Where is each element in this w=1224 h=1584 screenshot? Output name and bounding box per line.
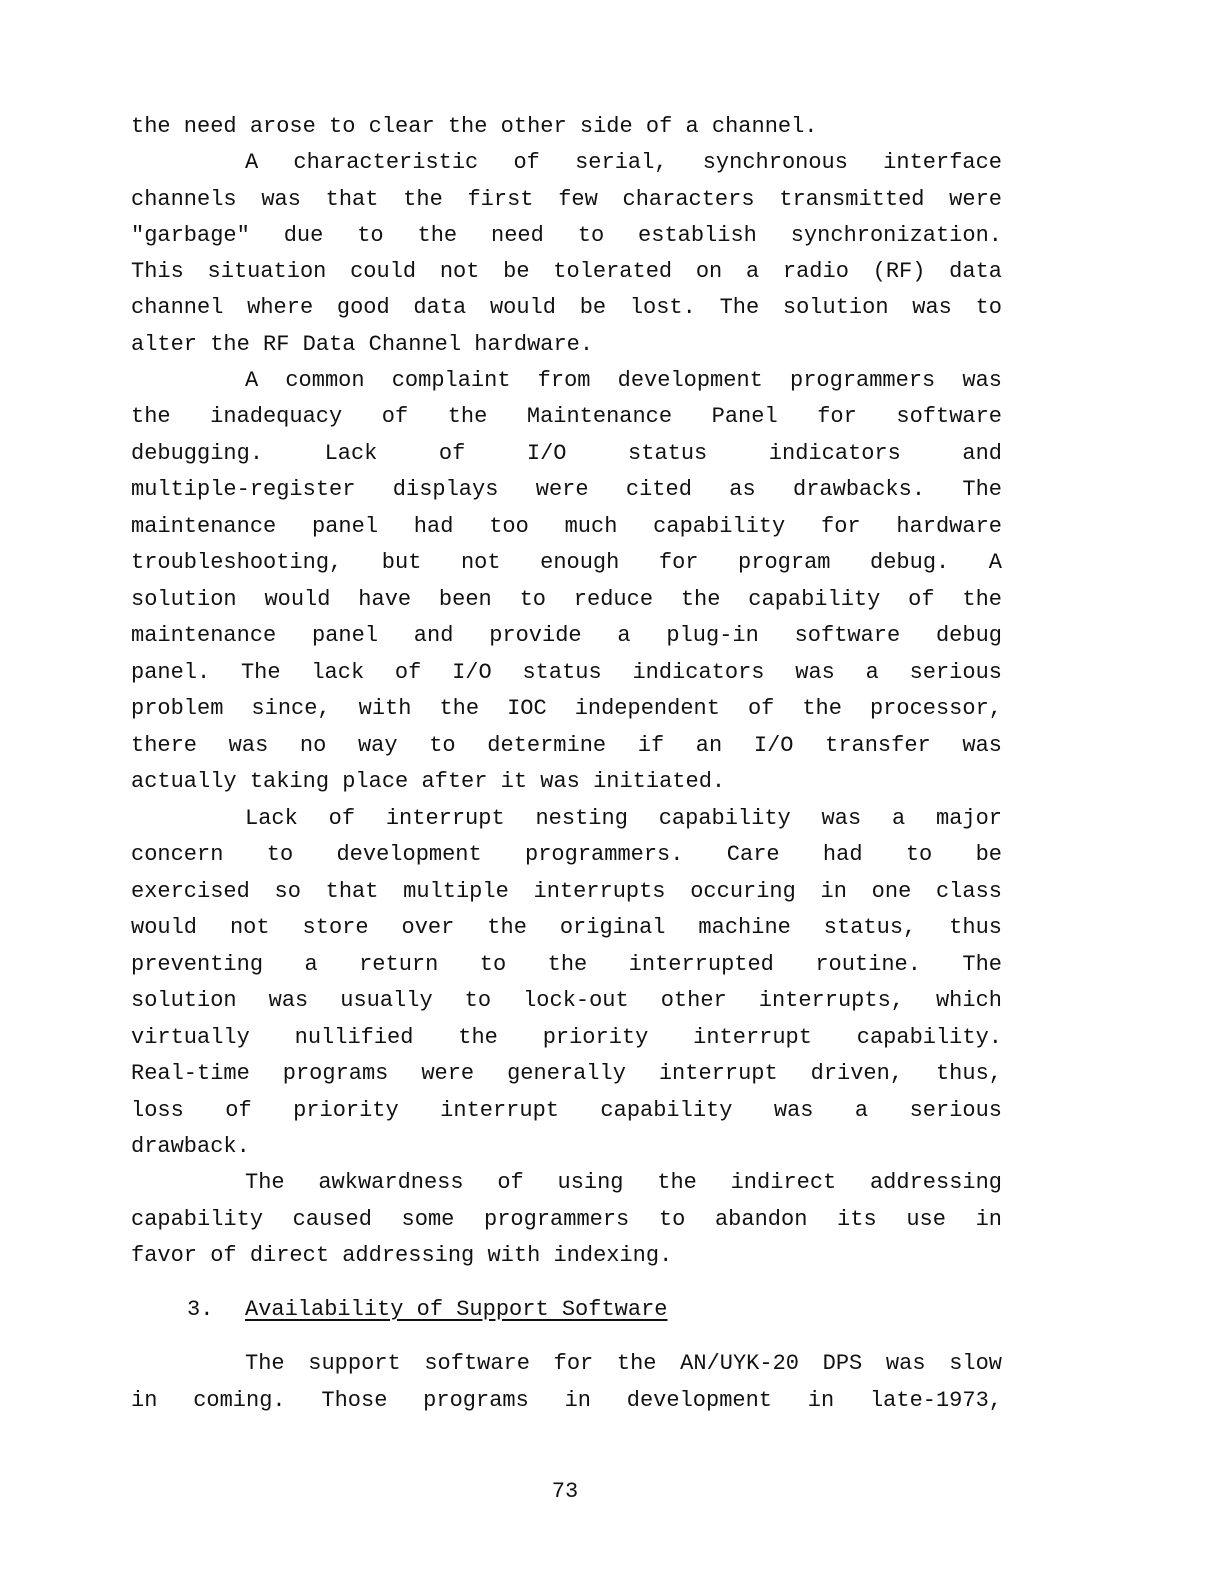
- section-title: Availability of Support Software: [245, 1297, 668, 1322]
- text-line: This situation could not be tolerated on a radio (RF) data: [131, 259, 1002, 284]
- text-line: multiple-register displays were cited as drawbacks. The: [131, 477, 1002, 502]
- text-line: loss of priority interrupt capability was a serious: [131, 1098, 1002, 1123]
- text-line: "garbage" due to the need to establish synchronization.: [131, 223, 1002, 248]
- text-line: panel. The lack of I/O status indicators was a serious: [131, 660, 1002, 685]
- text-line: alter the RF Data Channel hardware.: [131, 332, 594, 357]
- text-line: exercised so that multiple interrupts occuring in one class: [131, 879, 1002, 904]
- text-line: debugging. Lack of I/O status indicators and: [131, 441, 1002, 466]
- text-line: maintenance panel and provide a plug-in software debug: [131, 623, 1002, 648]
- text-line: maintenance panel had too much capability for hardware: [131, 514, 1002, 539]
- text-line: preventing a return to the interrupted routine. The: [131, 952, 1002, 977]
- text-line: favor of direct addressing with indexing.: [131, 1243, 673, 1268]
- text-line: actually taking place after it was initiated.: [131, 769, 726, 794]
- text-line: solution would have been to reduce the capability of the: [131, 587, 1002, 612]
- text-line: channel where good data would be lost. The solution was to: [131, 295, 1002, 320]
- text-line: would not store over the original machine status, thus: [131, 915, 1002, 940]
- text-line: solution was usually to lock-out other interrupts, which: [131, 988, 1002, 1013]
- text-line: there was no way to determine if an I/O transfer was: [131, 733, 1002, 758]
- text-line: Lack of interrupt nesting capability was a major: [245, 806, 1002, 831]
- text-line: drawback.: [131, 1134, 250, 1159]
- text-line: concern to development programmers. Care had to be: [131, 842, 1002, 867]
- text-line: the need arose to clear the other side of a channel.: [131, 114, 818, 139]
- text-line: capability caused some programmers to abandon its use in: [131, 1207, 1002, 1232]
- text-line: in coming. Those programs in development in late-1973,: [131, 1388, 1002, 1413]
- text-line: problem since, with the IOC independent of the processor,: [131, 696, 1002, 721]
- text-line: the inadequacy of the Maintenance Panel for software: [131, 404, 1002, 429]
- text-line: The awkwardness of using the indirect addressing: [245, 1170, 1002, 1195]
- page-number: 73: [551, 1479, 579, 1504]
- text-line: virtually nullified the priority interrupt capability.: [131, 1025, 1002, 1050]
- text-line: channels was that the first few characters transmitted were: [131, 187, 1002, 212]
- section-number: 3.: [187, 1297, 214, 1322]
- text-line: The support software for the AN/UYK-20 DPS was slow: [245, 1351, 1002, 1376]
- text-line: A common complaint from development programmers was: [245, 368, 1002, 393]
- text-line: A characteristic of serial, synchronous interface: [245, 150, 1002, 175]
- text-line: troubleshooting, but not enough for program debug. A: [131, 550, 1002, 575]
- section-heading: [187, 1292, 667, 1328]
- text-line: Real-time programs were generally interrupt driven, thus,: [131, 1061, 1002, 1086]
